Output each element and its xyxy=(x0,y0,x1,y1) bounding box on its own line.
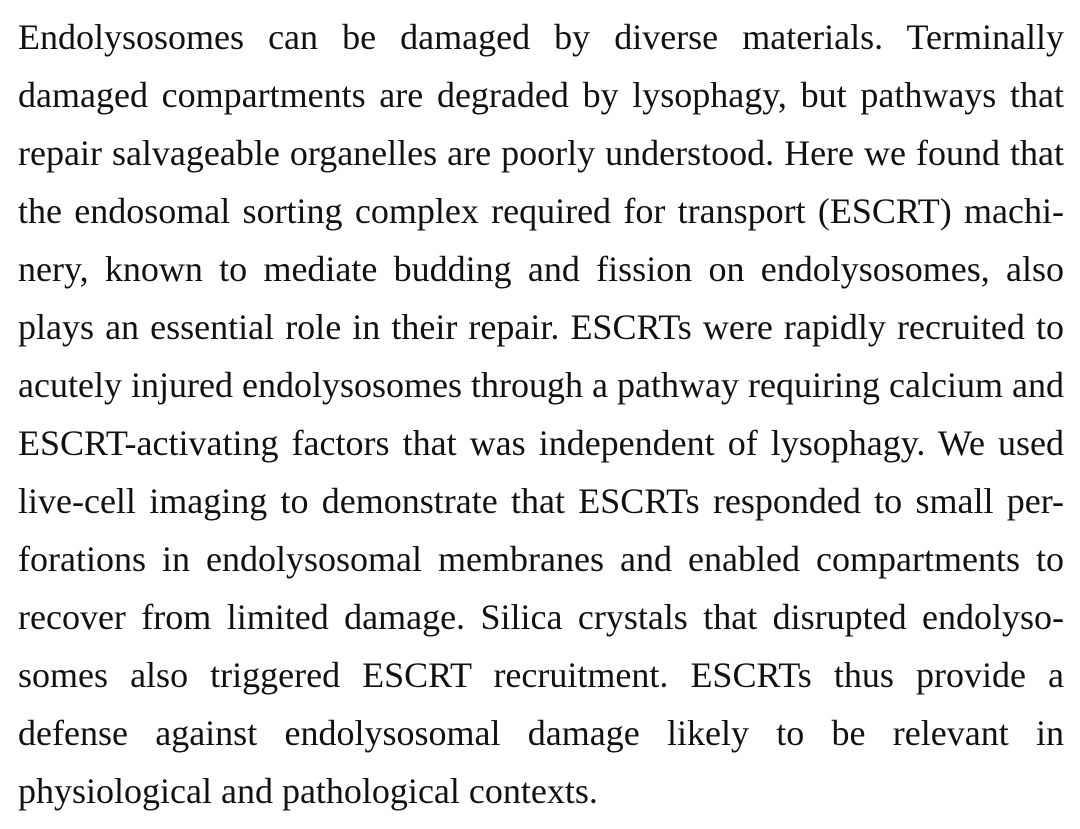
abstract-line: repair salvageable organelles are poorly understood. Here we found that xyxy=(18,133,1064,173)
abstract-line: acutely injured endolysosomes through a pathway requiring calcium and xyxy=(18,365,1064,405)
abstract-line: ESCRT-activating factors that was independent of lysophagy. We used xyxy=(18,423,1064,463)
abstract-line: somes also triggered ESCRT recruitment. ESCRTs thus provide a xyxy=(18,655,1064,695)
abstract-line: Endolysosomes can be damaged by diverse materials. Terminally xyxy=(18,17,1064,57)
abstract-line: live-cell imaging to demonstrate that ESCRTs responded to small per- xyxy=(18,481,1064,521)
abstract-line: physiological and pathological contexts. xyxy=(18,771,598,811)
abstract-line: nery, known to mediate budding and fission on endolysosomes, also xyxy=(18,249,1064,289)
abstract-paragraph xyxy=(18,8,1064,820)
abstract-line: damaged compartments are degraded by lysophagy, but pathways that xyxy=(18,75,1064,115)
abstract-line: the endosomal sorting complex required for transport (ESCRT) machi- xyxy=(18,191,1064,231)
abstract-line: plays an essential role in their repair. ESCRTs were rapidly recruited to xyxy=(18,307,1064,347)
abstract-line: recover from limited damage. Silica crystals that disrupted endolyso- xyxy=(18,597,1064,637)
abstract-line: defense against endolysosomal damage likely to be relevant in xyxy=(18,713,1064,753)
abstract-line: forations in endolysosomal membranes and enabled compartments to xyxy=(18,539,1064,579)
